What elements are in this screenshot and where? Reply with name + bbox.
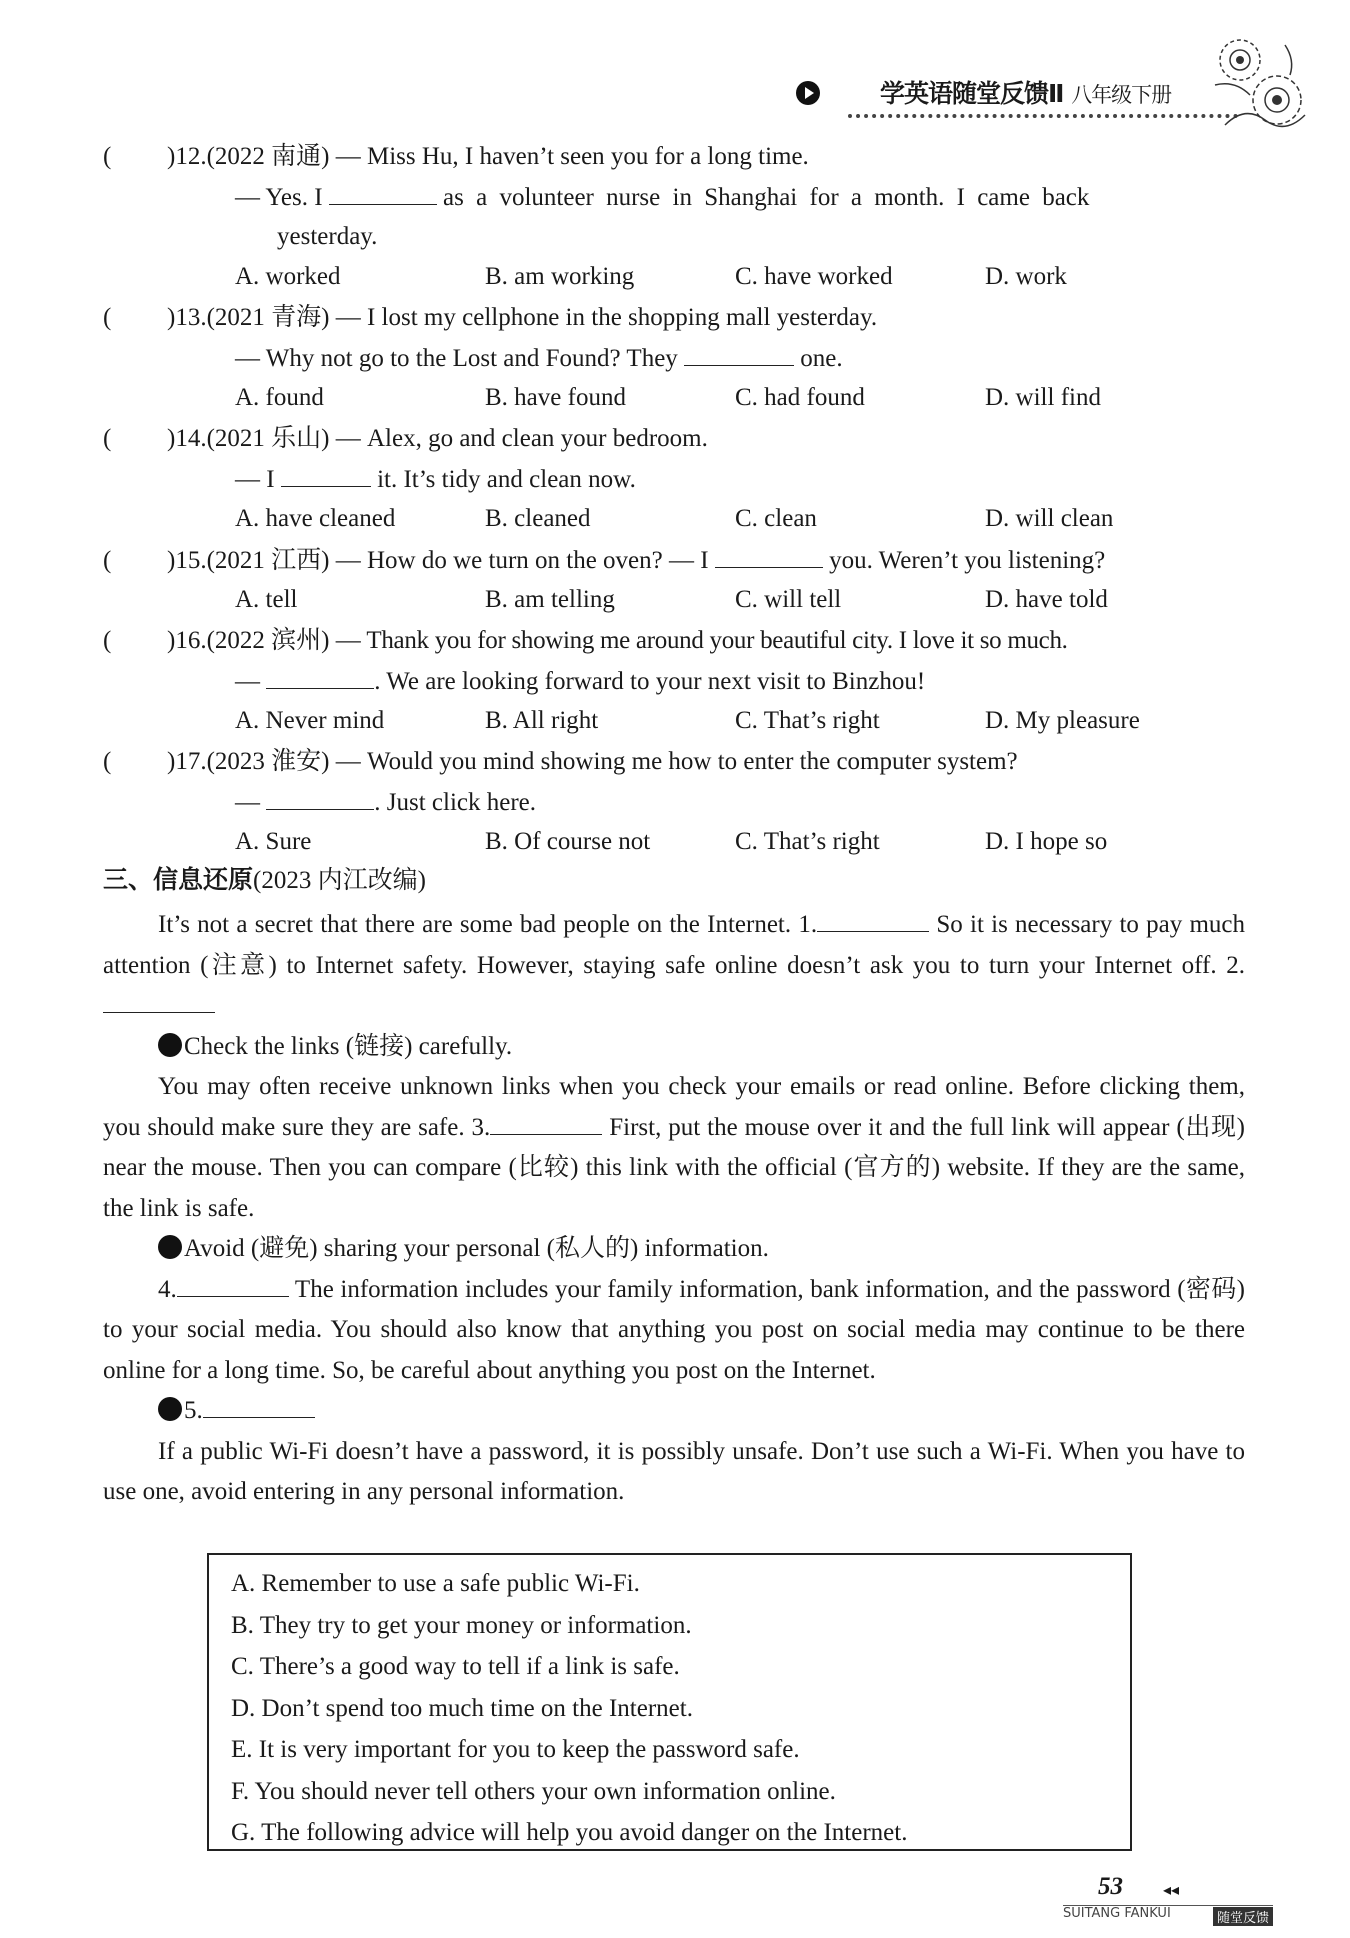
question-12-line-2 [235,182,1089,213]
passage-paragraph [103,1270,1245,1392]
question-source: (2022 南通) [206,143,330,170]
option-b: B. Of course not [485,828,651,855]
question-number: )14. [167,425,207,452]
choice-e: E. It is very important for you to keep the password safe. [231,1736,800,1763]
question-line: — How do we turn on the oven? — I [335,547,709,574]
choice-f: F. You should never tell others your own information online. [231,1777,836,1805]
passage-text: First, put the mouse over it and the full link will appear (出现) near the mouse. Then you can compare (比较) this link with the official (官方的) website. If they are the same, the link is safe. [103,1113,1246,1222]
passage-heading [103,1027,1245,1068]
option-d: D. I hope so [985,828,1108,855]
blank-number: 4. [158,1275,177,1303]
option-c: C. clean [735,505,817,532]
footer-tag: 随堂反馈 [1213,1907,1273,1926]
answer-paren[interactable]: ( [103,304,112,331]
choice-b: B. They try to get your money or information. [231,1611,692,1639]
question-source: (2022 滨州) [206,627,330,654]
question-12 [103,142,809,172]
stem-text: . We are looking forward to your next visit to Binzhou! [374,668,926,695]
question-number: )13. [167,304,207,331]
answer-blank[interactable] [177,1274,289,1297]
answer-blank[interactable] [817,909,929,932]
question-14 [103,424,708,454]
answer-paren[interactable]: ( [103,627,112,654]
question-line: — Would you mind showing me how to enter the computer system? [335,748,1018,775]
answer-blank[interactable] [266,787,374,810]
answer-blank[interactable] [329,182,437,205]
option-d: D. have told [985,586,1108,613]
answer-blank[interactable] [490,1112,602,1135]
option-a: A. found [235,384,324,411]
answer-paren[interactable]: ( [103,143,112,170]
stem-text: — Yes. I [235,184,323,211]
question-17-line-2 [235,787,536,818]
passage-text: It’s not a secret that there are some bad people on the Internet. [158,911,792,938]
option-b: B. have found [485,384,626,411]
option-a: A. have cleaned [235,505,396,532]
question-15 [103,545,1105,576]
answer-blank[interactable] [684,343,794,366]
choices-box [207,1553,1132,1851]
option-d: D. work [985,263,1067,290]
section-heading: 三、信息还原 [103,865,254,894]
question-13 [103,303,877,333]
blank-number: 5. [184,1397,203,1424]
question-source: (2021 乐山) [206,425,330,452]
option-a: A. Sure [235,828,312,855]
stem-text: — Why not go to the Lost and Found? They [235,345,678,372]
answer-blank[interactable] [281,464,371,487]
question-source: (2023 淮安) [206,748,330,775]
answer-paren[interactable]: ( [103,547,112,574]
bullet-icon [158,1397,182,1421]
question-12-line-3: yesterday. [277,223,378,250]
footer-brand-text: SUITANG FANKUI [1063,1906,1171,1921]
page-number: 53 [1098,1873,1123,1900]
option-a: A. worked [235,263,341,290]
play-icon [795,80,821,106]
header-subtitle: 八年级下册 [1071,83,1172,107]
question-source: (2021 青海) [206,304,330,331]
question-16 [103,626,1068,656]
stem-text: — [235,668,260,695]
option-d: D. My pleasure [985,707,1140,734]
stem-text: — I [235,466,275,493]
bullet-icon [158,1235,182,1259]
header-title [880,74,1171,110]
option-a: A. Never mind [235,707,385,734]
answer-blank[interactable] [266,666,374,689]
question-13-line-2 [235,343,843,374]
option-d: D. will find [985,384,1101,411]
answer-blank[interactable] [715,545,823,568]
question-line: you. Weren’t you listening? [829,547,1106,574]
stem-text: it. It’s tidy and clean now. [377,466,636,493]
blank-number: 3. [471,1113,491,1141]
question-line: — I lost my cellphone in the shopping mall yesterday. [335,304,878,331]
question-line: — Thank you for showing me around your beautiful city. I love it so much. [335,627,1068,654]
double-arrow-left-icon: ◂◂ [1163,1882,1180,1899]
stem-text: as a volunteer nurse in Shanghai for a month. I came back [443,184,1090,211]
option-c: C. have worked [735,263,893,290]
header-title-text: 学英语随堂反馈Ⅱ [880,79,1064,108]
question-17 [103,747,1018,777]
option-c: C. will tell [735,586,842,613]
question-number: )12. [167,143,207,170]
question-number: )17. [167,748,207,775]
passage-text: The information includes your family information, bank information, and the password (密码) to your social media. You should also know that anything you post on social media may continue to be there online for a long time. So, be careful about anything you post on the Internet. [103,1275,1245,1384]
option-b: B. am telling [485,586,615,613]
blank-number: 1. [798,911,818,938]
choice-g: G. The following advice will help you avoid danger on the Internet. [231,1819,908,1846]
page-header [790,70,1260,120]
question-number: )16. [167,627,207,654]
option-b: B. am working [485,263,635,290]
answer-blank[interactable] [203,1395,315,1418]
question-14-line-2 [235,464,636,495]
answer-paren[interactable]: ( [103,425,112,452]
option-b: B. All right [485,707,599,734]
option-c: C. had found [735,384,865,411]
section-source: (2023 内江改编) [253,867,426,894]
blank-number: 2. [1226,951,1245,979]
flower-decoration-icon [1205,25,1315,145]
option-b: B. cleaned [485,505,591,532]
stem-text: one. [800,345,843,372]
passage-paragraph [103,905,1245,1027]
passage-text: So it is necessary to pay much attention (注意) to Internet safety. However, staying safe online doesn’t ask you to turn your Internet off. [103,911,1246,979]
choice-c: C. There’s a good way to tell if a link is safe. [231,1653,680,1680]
question-line: — Miss Hu, I haven’t seen you for a long time. [335,143,809,170]
passage-paragraph [103,1067,1245,1229]
header-dotted-rule [848,114,1238,118]
answer-paren[interactable]: ( [103,748,112,775]
passage-text: If a public Wi-Fi doesn’t have a password, it is possibly unsafe. Don’t use such a Wi-Fi. When you have to use one, avoid entering in any personal information. [103,1437,1245,1505]
question-source: (2021 江西) [206,547,330,574]
passage-paragraph [103,1432,1245,1513]
section-title [103,865,426,896]
question-number: )15. [167,547,207,574]
passage-heading [103,1229,1245,1270]
bullet-icon [158,1033,182,1057]
option-a: A. tell [235,586,298,613]
answer-blank[interactable] [103,990,215,1013]
question-16-line-2 [235,666,925,697]
heading-text: Check the links (链接) carefully. [184,1032,513,1060]
choice-d: D. Don’t spend too much time on the Internet. [231,1694,693,1722]
choice-a: A. Remember to use a safe public Wi-Fi. [231,1570,640,1597]
option-c: C. That’s right [735,828,880,855]
question-line: — Alex, go and clean your bedroom. [335,425,708,452]
option-d: D. will clean [985,505,1114,532]
footer-brand [1063,1905,1273,1928]
passage-heading [103,1391,1245,1432]
reading-passage [103,905,1245,1513]
passage-text: You may often receive unknown links when you check your emails or read online. Before clicking them, you should make sure they are safe. [103,1073,1245,1141]
heading-text: Avoid (避免) sharing your personal (私人的) information. [184,1235,769,1262]
option-c: C. That’s right [735,707,880,734]
stem-text: . Just click here. [374,789,537,816]
stem-text: — [235,789,260,816]
